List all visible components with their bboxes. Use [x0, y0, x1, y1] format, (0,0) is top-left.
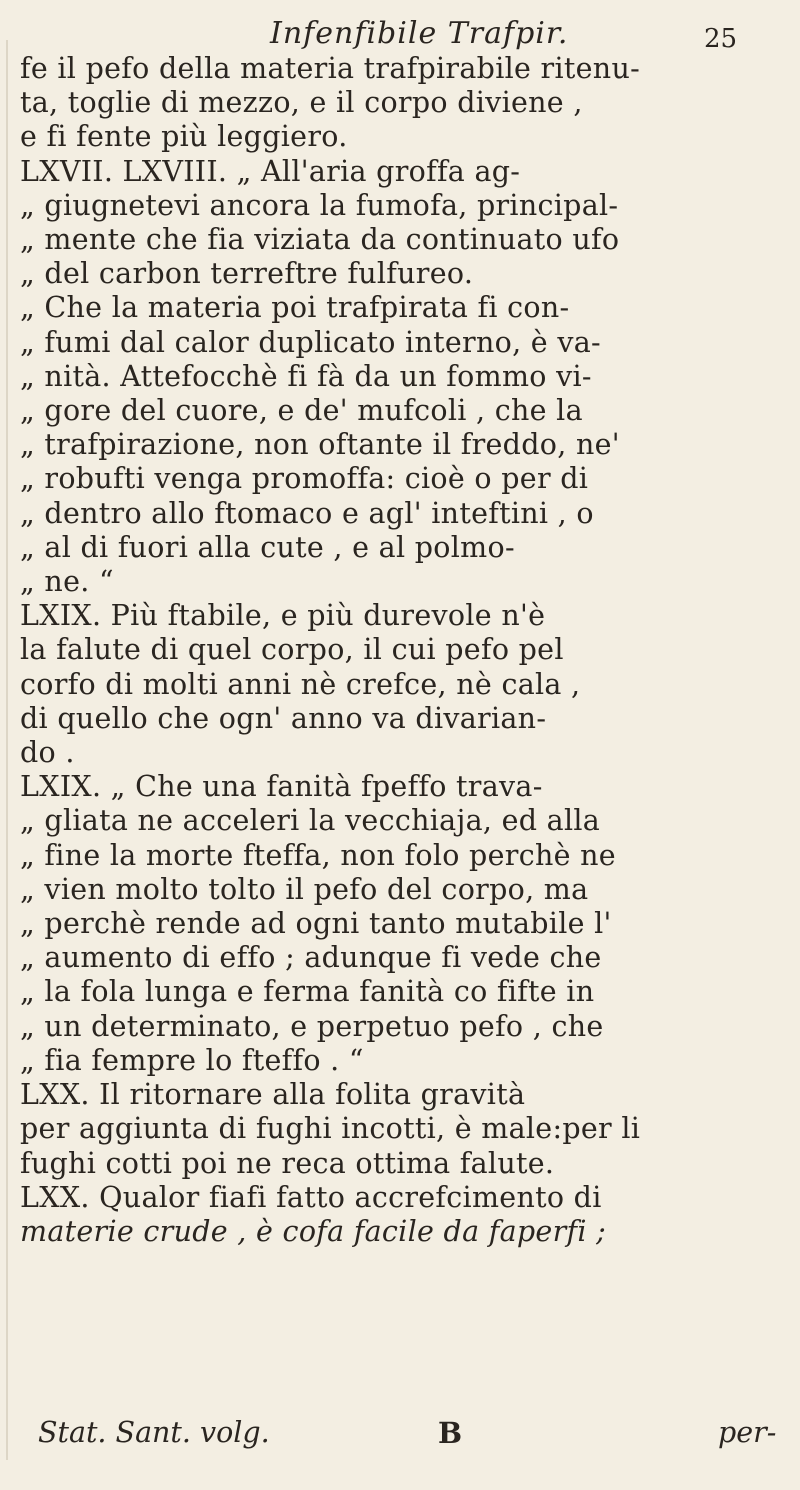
text-line: „ la fola lunga e ferma fanità co fifte in	[20, 975, 595, 1009]
text-line: „ fia fempre lo fteffo . “	[20, 1043, 364, 1077]
page-header	[0, 16, 800, 56]
text-line: „ nità. Attefocchè fi fà da un fommo vi-	[20, 359, 592, 393]
text-line: „ ne. “	[20, 565, 114, 599]
text-line: „ trafpirazione, non oftante il freddo, ne'	[20, 428, 620, 462]
text-line: „ del carbon terreftre fulfureo.	[20, 257, 474, 291]
text-line: e fi fente più leggiero.	[20, 120, 348, 154]
text-line: „ vien molto tolto il pefo del corpo, ma	[20, 872, 589, 906]
text-line: „ giugnetevi ancora la fumofa, principal-	[20, 188, 619, 222]
text-line: do .	[20, 736, 75, 770]
text-line: di quello che ogn' anno va divarian-	[20, 701, 547, 735]
text-line: „ dentro allo ftomaco e agl' inteftini , o	[20, 496, 594, 530]
page-gutter	[6, 40, 8, 1460]
signature-title: Stat. Sant. volg.	[38, 1416, 270, 1449]
text-line: ta, toglie di mezzo, e il corpo diviene ,	[20, 86, 583, 120]
text-line: „ aumento di effo ; adunque fi vede che	[20, 941, 602, 975]
text-line: LXIX. „ Che una fanità fpeffo trava-	[20, 770, 543, 804]
text-line: LXX. Qualor fiafi fatto accrefcimento di	[20, 1180, 602, 1214]
signature-mark: B	[438, 1416, 463, 1450]
text-line: la falute di quel corpo, il cui pefo pel	[20, 633, 564, 667]
text-line: per aggiunta di fughi incotti, è male:per li	[20, 1112, 641, 1146]
text-line: LXVII. LXVIII. „ All'aria groffa ag-	[20, 154, 521, 188]
text-line: LXIX. Più ftabile, e più durevole n'è	[20, 599, 546, 633]
text-line: materie crude , è cofa facile da faperfi ;	[20, 1214, 607, 1248]
text-line: „ fine la morte fteffa, non folo perchè ne	[20, 838, 616, 872]
page-number: 25	[704, 24, 738, 54]
text-line: „ al di fuori alla cute , e al polmo-	[20, 530, 515, 564]
text-line: fughi cotti poi ne reca ottima falute.	[20, 1146, 555, 1180]
text-line: LXX. Il ritornare alla folita gravità	[20, 1078, 526, 1112]
text-line: „ un determinato, e perpetuo pefo , che	[20, 1009, 604, 1043]
catchword: per-	[718, 1416, 777, 1449]
text-line: corfo di molti anni nè crefce, nè cala ,	[20, 667, 581, 701]
text-line: „ fumi dal calor duplicato interno, è va-	[20, 325, 601, 359]
body-text	[20, 52, 790, 1249]
running-title: Infenfibile Trafpir.	[270, 16, 569, 51]
text-line: „ Che la materia poi trafpirata fi con-	[20, 291, 570, 325]
text-line: „ mente che fia viziata da continuato ufo	[20, 223, 620, 257]
text-line: fe il pefo della materia trafpirabile ritenu-	[20, 52, 641, 85]
text-line: „ robufti venga promoffa: cioè o per di	[20, 462, 589, 496]
text-line: „ perchè rende ad ogni tanto mutabile l'	[20, 907, 612, 941]
text-line: „ gliata ne acceleri la vecchiaja, ed alla	[20, 804, 601, 838]
page-footer	[20, 1416, 790, 1450]
text-line: „ gore del cuore, e de' mufcoli , che la	[20, 394, 583, 428]
